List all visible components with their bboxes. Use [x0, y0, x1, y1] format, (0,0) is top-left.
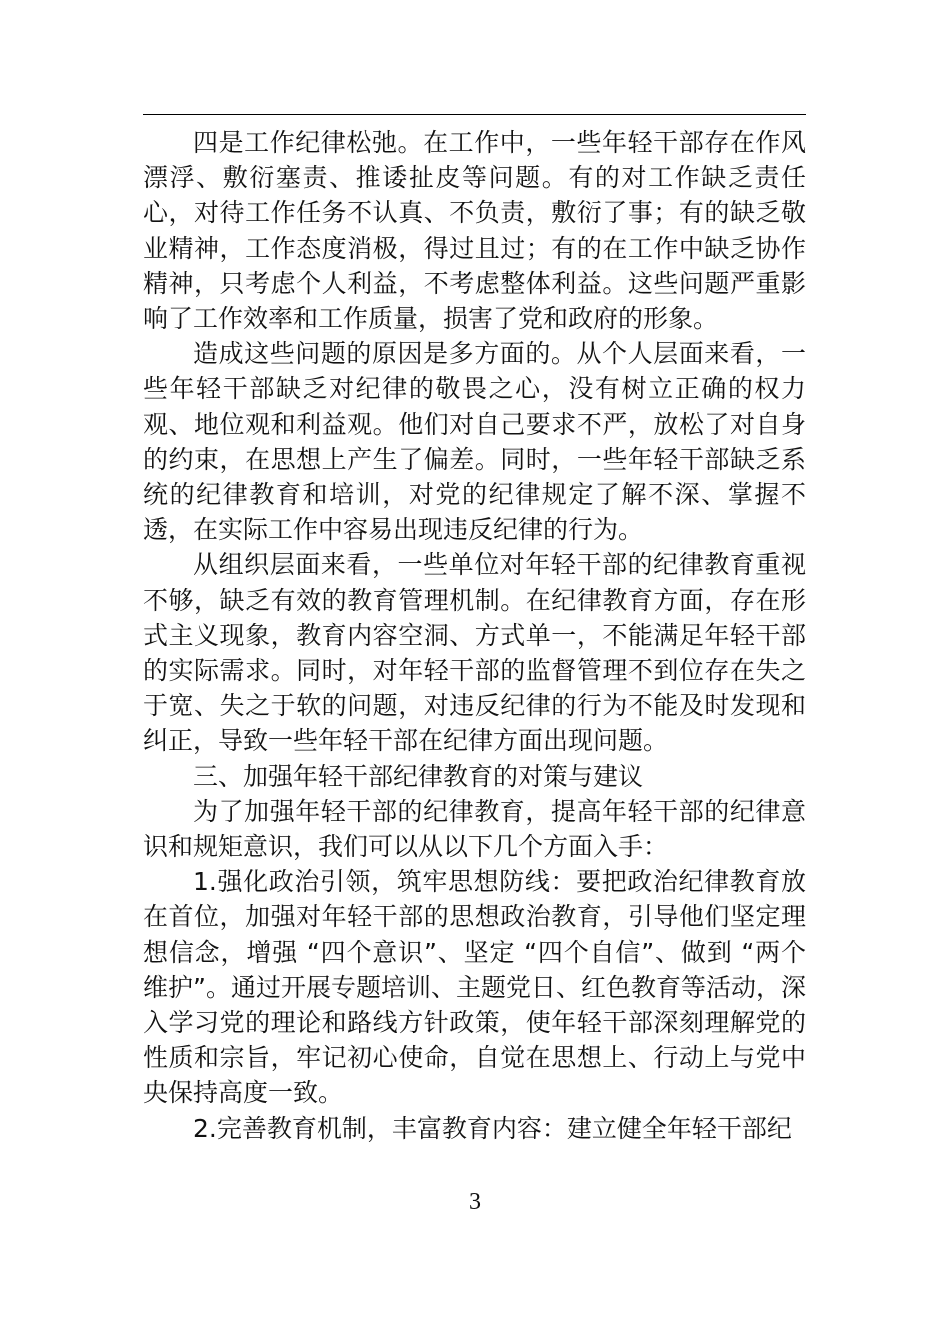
paragraph-work-discipline: 四是工作纪律松弛。在工作中，一些年轻干部存在作风漂浮、敷衍塞责、推诿扯皮等问题。有的对工作缺乏责任心，对待工作任务不认真、不负责，敷衍了事；有的缺乏敬业精神，工作态度消极，得过且过；有的在工作中缺乏协作精神，只考虑个人利益，不考虑整体利益。这些问题严重影响了工作效率和工作质量，损害了党和政府的形象。 [143, 128, 806, 334]
paragraph-introduction: 为了加强年轻干部的纪律教育，提高年轻干部的纪律意识和规矩意识，我们可以从以下几个方面入手： [143, 796, 806, 862]
paragraph-organizational-causes: 从组织层面来看，一些单位对年轻干部的纪律教育重视不够，缺乏有效的教育管理机制。在纪律教育方面，存在形式主义现象，教育内容空洞、方式单一，不能满足年轻干部的实际需求。同时，对年轻干部的监督管理不到位存在失之于宽、失之于软的问题，对违反纪律的行为不能及时发现和纠正，导致一些年轻干部在纪律方面出现问题。 [143, 550, 806, 756]
paragraph-education-mechanism: 2.完善教育机制，丰富教育内容：建立健全年轻干部纪 [193, 1113, 792, 1143]
section-heading: 三、加强年轻干部纪律教育的对策与建议 [193, 761, 644, 791]
header-rule [143, 114, 806, 115]
page-number: 3 [469, 1189, 481, 1215]
paragraph-political-guidance: 1.强化政治引领，筑牢思想防线：要把政治纪律教育放在首位，加强对年轻干部的思想政治教育，引导他们坚定理想信念，增强 “四个意识”、坚定 “四个自信”、做到 “两个维护”。通过开展专题培训、主题党日、红色教育等活动，深入学习党的理论和路线方针政策，使年轻干部深刻理解党的性质和宗旨，牢记初心使命，自觉在思想上、行动上与党中央保持高度一致。 [143, 867, 806, 1108]
paragraph-individual-causes: 造成这些问题的原因是多方面的。从个人层面来看，一些年轻干部缺乏对纪律的敬畏之心，没有树立正确的权力观、地位观和利益观。他们对自己要求不严，放松了对自身的约束，在思想上产生了偏差。同时，一些年轻干部缺乏系统的纪律教育和培训，对党的纪律规定了解不深、掌握不透，在实际工作中容易出现违反纪律的行为。 [143, 339, 806, 545]
document-body [143, 125, 806, 1146]
